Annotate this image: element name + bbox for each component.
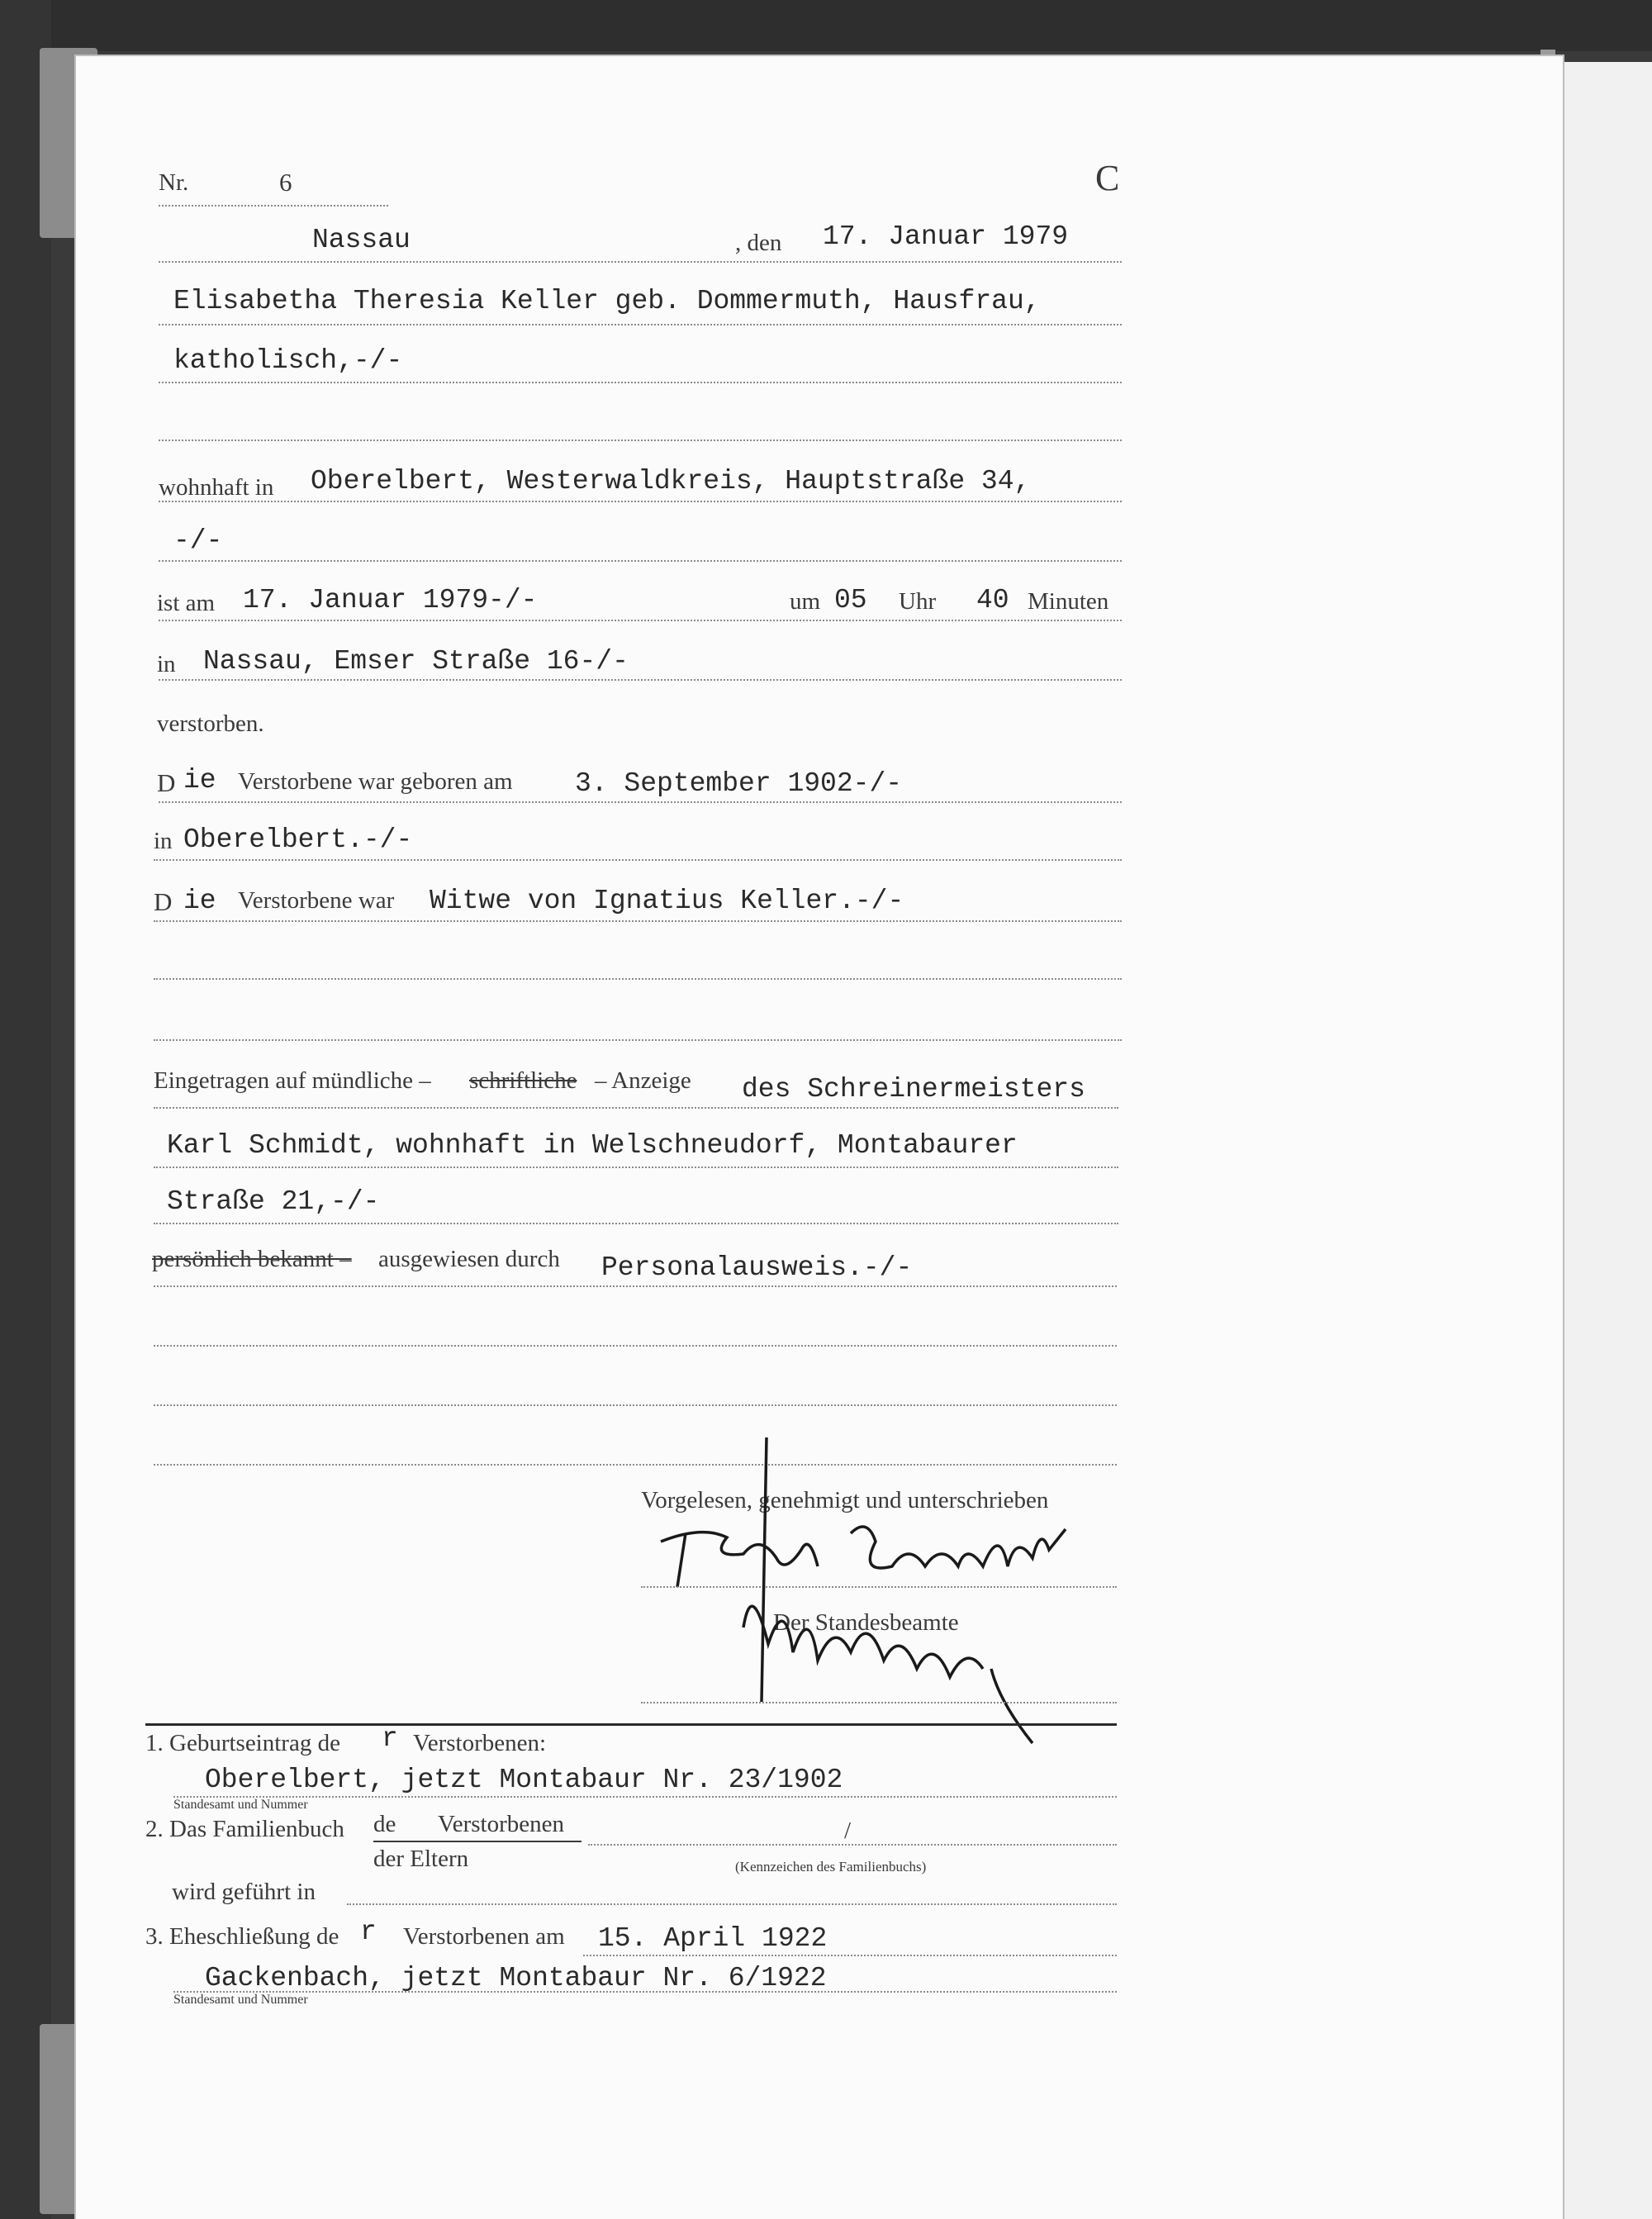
id-label-struck: persönlich bekannt –	[152, 1246, 352, 1272]
id-label: ausgewiesen durch	[378, 1246, 560, 1272]
status-value: Witwe von Ignatius Keller.-/-	[430, 886, 904, 916]
note2-eltern: der Eltern	[373, 1846, 469, 1872]
birth-in-label: in	[154, 828, 173, 854]
note3-date-rule	[583, 1955, 1117, 1956]
note1-label2: Verstorbenen:	[413, 1730, 547, 1756]
report-line1: des Schreinermeisters	[742, 1074, 1085, 1105]
report-line2: Karl Schmidt, wohnhaft in Welschneudorf, Montabaurer	[167, 1130, 1018, 1161]
status-rule3	[154, 1039, 1122, 1041]
status-rule1	[154, 920, 1122, 922]
religion-rule	[159, 382, 1122, 383]
report-rule1	[154, 1107, 1118, 1109]
death-date: 17. Januar 1979-/-	[243, 585, 538, 615]
note1-rule	[173, 1796, 1117, 1798]
note2-label: 2. Das Familienbuch	[145, 1816, 344, 1842]
signature-rule2	[641, 1702, 1117, 1703]
note3-label2: Verstorbenen am	[403, 1923, 565, 1950]
report-rule2	[154, 1167, 1118, 1168]
id-rule	[154, 1285, 1117, 1287]
status-ie-typed: ie	[183, 886, 216, 916]
binder-top	[0, 0, 1652, 51]
birth-ie-typed: ie	[183, 765, 216, 796]
name-line: Elisabetha Theresia Keller geb. Dommermuth, Hausfrau,	[173, 286, 1041, 316]
standesamt-label-1: Standesamt und Nummer	[173, 1798, 308, 1812]
birth-label: Verstorbene war geboren am	[238, 768, 513, 795]
death-place: Nassau, Emser Straße 16-/-	[203, 646, 629, 677]
place-value: Nassau	[312, 225, 411, 255]
name-rule	[159, 324, 1122, 325]
birth-date-rule	[159, 801, 1122, 803]
note1-value: Oberelbert, jetzt Montabaur Nr. 23/1902	[205, 1765, 843, 1795]
id-value: Personalausweis.-/-	[601, 1252, 913, 1283]
note2-option-rule	[373, 1841, 582, 1842]
uhr-label: Uhr	[899, 588, 937, 615]
official-label: Der Standesbeamte	[773, 1609, 959, 1636]
report-label-a: Eingetragen auf mündliche –	[154, 1067, 431, 1094]
note2-de: de	[373, 1811, 396, 1837]
den-label: , den	[735, 230, 782, 256]
date-value: 17. Januar 1979	[823, 221, 1069, 252]
death-in-label: in	[157, 651, 176, 677]
note1-typed: r	[382, 1723, 398, 1754]
birth-place: Oberelbert.-/-	[183, 824, 413, 855]
ist-am-label: ist am	[157, 590, 216, 616]
residence-label: wohnhaft in	[159, 474, 274, 501]
birth-place-rule	[154, 859, 1122, 861]
status-rule2	[154, 978, 1122, 980]
residence-line1: Oberelbert, Westerwaldkreis, Hauptstraße 34,	[311, 466, 1031, 497]
note2-gefuehrt-rule	[347, 1903, 1117, 1905]
signature-registrar	[719, 1429, 1049, 1760]
residence-rule2	[159, 560, 1122, 562]
residence-rule1	[159, 501, 1122, 502]
death-hour: 05	[834, 585, 867, 615]
blank-rule-a	[154, 1345, 1117, 1347]
note3-rule	[173, 1991, 1117, 1993]
note1-label: 1. Geburtseintrag de	[145, 1730, 340, 1756]
um-label: um	[790, 588, 821, 615]
note2-slash: /	[844, 1817, 852, 1844]
binder-left	[0, 0, 51, 2219]
facing-page	[1555, 62, 1652, 2219]
nr-line	[159, 205, 388, 207]
note3-value: Gackenbach, jetzt Montabaur Nr. 6/1922	[205, 1963, 827, 1993]
religion-line: katholisch,-/-	[173, 345, 403, 376]
note3-label: 3. Eheschließung de	[145, 1923, 339, 1950]
note2-rule	[588, 1844, 1117, 1846]
death-date-rule	[159, 620, 1122, 621]
minuten-label: Minuten	[1028, 588, 1109, 615]
nr-label: Nr.	[159, 169, 189, 196]
note3-typed: r	[360, 1917, 377, 1947]
standesamt-label-2: Standesamt und Nummer	[173, 1993, 308, 2007]
nr-value: 6	[279, 168, 292, 197]
note3-date: 15. April 1922	[598, 1923, 828, 1954]
report-label-b: – Anzeige	[595, 1067, 691, 1094]
note2-gefuehrt: wird geführt in	[172, 1879, 316, 1905]
report-line3: Straße 21,-/-	[167, 1186, 380, 1217]
residence-line2: -/-	[173, 525, 223, 556]
birth-d-label: D	[157, 768, 176, 797]
note2-verstorbenen: Verstorbenen	[438, 1811, 565, 1837]
read-approved-text: Vorgelesen, genehmigt und unterschrieben	[641, 1487, 1049, 1513]
section-divider	[145, 1723, 1117, 1726]
report-rule3	[154, 1223, 1118, 1224]
report-label-struck: schriftliche	[469, 1067, 577, 1094]
death-place-rule	[159, 679, 1122, 681]
verstorben-label: verstorben.	[157, 710, 264, 737]
status-label: Verstorbene war	[238, 887, 395, 914]
date-line	[159, 261, 1122, 263]
blank-rule	[159, 440, 1122, 441]
death-minute: 40	[976, 585, 1009, 615]
blank-rule-b	[154, 1404, 1117, 1406]
register-letter: C	[1095, 158, 1120, 198]
birth-date: 3. September 1902-/-	[575, 768, 903, 799]
status-d-label: D	[154, 887, 173, 916]
note2-kennzeichen: (Kennzeichen des Familienbuchs)	[735, 1859, 927, 1875]
